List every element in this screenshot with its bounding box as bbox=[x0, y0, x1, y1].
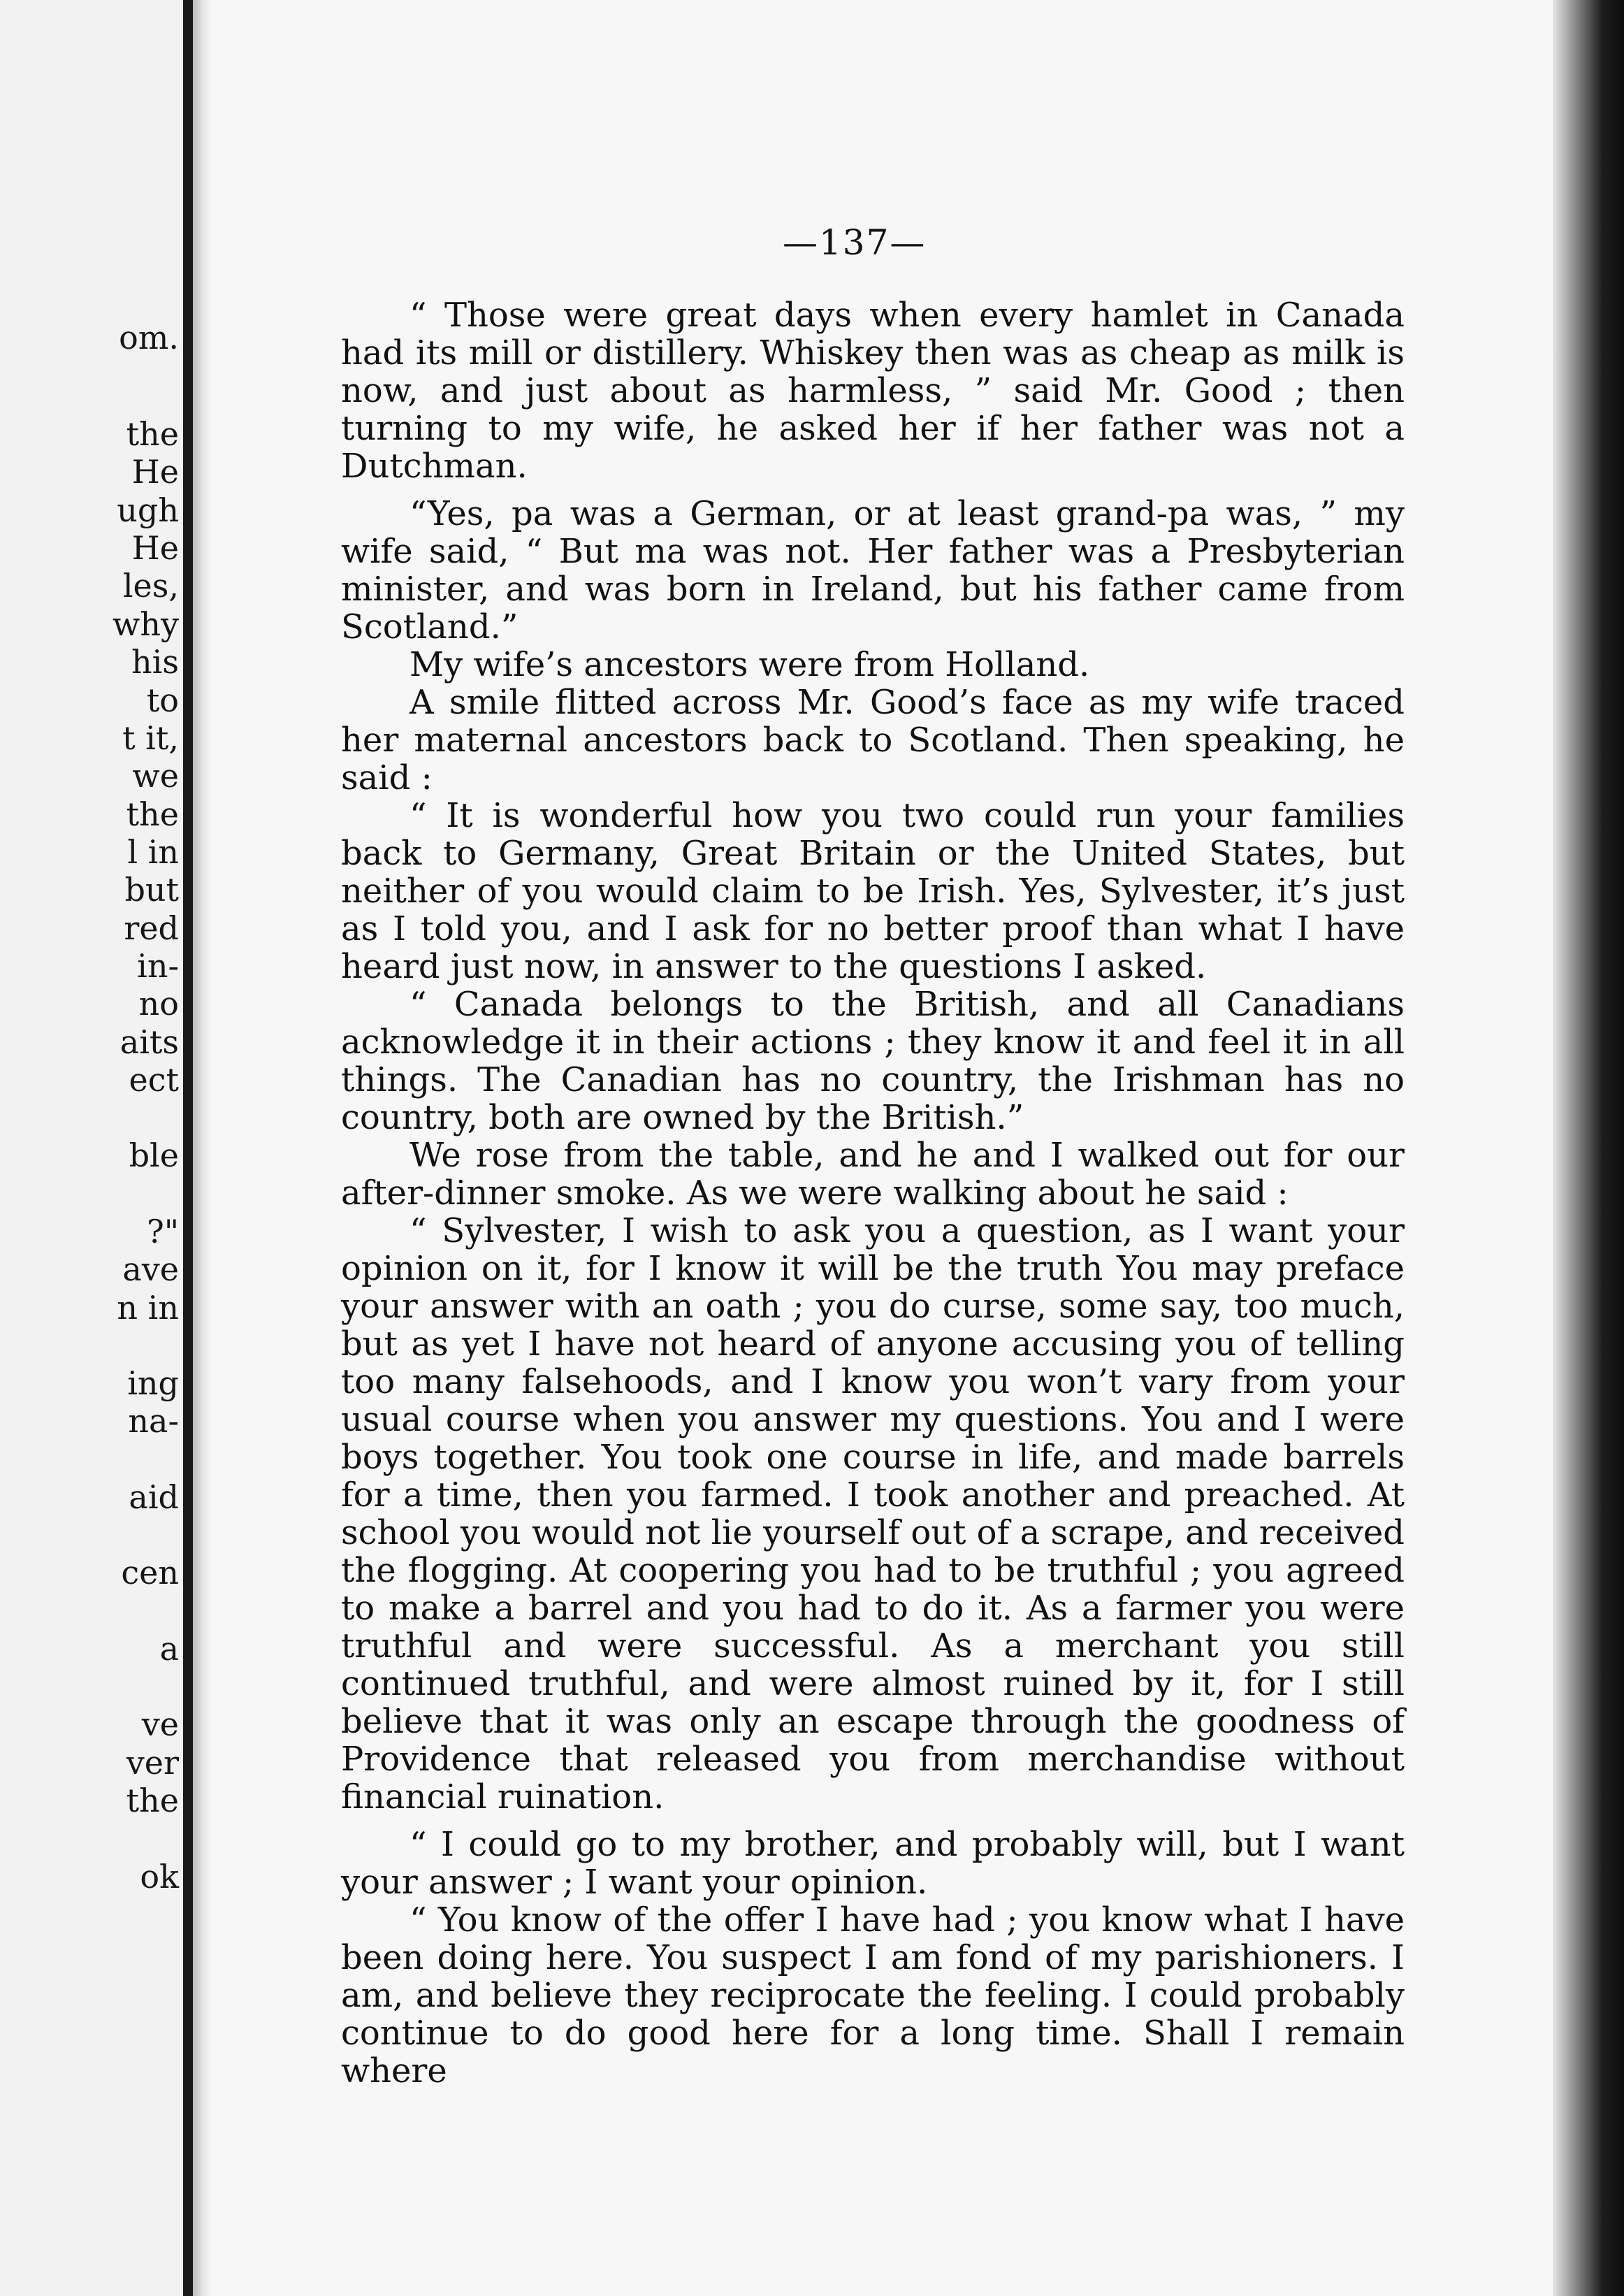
facing-page-text-fragment: ing bbox=[127, 1364, 179, 1402]
paragraph: “ It is wonderful how you two could run your families back to Germany, Great Britain or the United States, but neither of you would claim to be Irish. Yes, Sylvester, it’s just as I told you, and I ask for no better proof than what I have heard just now, in answer to the questions I asked. bbox=[341, 796, 1405, 986]
facing-page-text-fragment: ok bbox=[140, 1858, 179, 1896]
page-edge-shadow bbox=[1553, 0, 1624, 2296]
facing-page-text-fragment: ver bbox=[126, 1744, 179, 1782]
facing-page-text-fragment: ugh bbox=[117, 491, 179, 529]
paragraph: “Yes, pa was a German, or at least grand-pa was, ” my wife said, “ But ma was not. Her father was a Presbyterian minister, and was born in Ireland, but his father came from Scotland.” bbox=[341, 494, 1405, 647]
facing-page-text-fragment: the bbox=[126, 415, 179, 453]
facing-page-text-fragment: om. bbox=[119, 319, 179, 356]
paragraph: “ Canada belongs to the British, and all Canadians acknowledge it in their actions ; they know it and feel it in all things. The Canadian has no country, the Irishman has no country, both are owned by the British.” bbox=[341, 985, 1405, 1137]
facing-page-text-fragment: a bbox=[159, 1630, 179, 1668]
facing-page-text-fragment: no bbox=[138, 985, 179, 1023]
page-body-text bbox=[341, 296, 1405, 2090]
facing-page-text-fragment: we bbox=[132, 757, 179, 795]
facing-page-text-fragment: He bbox=[131, 453, 179, 491]
paragraph: “ Those were great days when every hamlet in Canada had its mill or distillery. Whiskey then was as cheap as milk is now, and just about as harmless, ” said Mr. Good ; then turning to my wife, he asked her if her father was not a Dutchman. bbox=[341, 296, 1405, 486]
facing-page-text-fragment: He bbox=[131, 529, 179, 567]
paragraph: “ I could go to my brother, and probably will, but I want your answer ; I want your opinion. bbox=[341, 1825, 1405, 1902]
paragraph: My wife’s ancestors were from Holland. bbox=[409, 645, 1090, 684]
facing-page-text-fragment: les, bbox=[122, 567, 179, 605]
facing-page-text-fragment: to bbox=[146, 681, 179, 719]
facing-page-text-fragment: aid bbox=[129, 1478, 179, 1516]
facing-page-fragment bbox=[0, 0, 193, 2296]
facing-page-text-fragment: ble bbox=[129, 1136, 179, 1174]
facing-page-text-fragment: in- bbox=[137, 947, 179, 985]
facing-page-text-fragment: why bbox=[113, 605, 179, 643]
paragraph: We rose from the table, and he and I walked out for our after-dinner smoke. As we were walking about he said : bbox=[341, 1136, 1405, 1213]
facing-page-text-fragment: ve bbox=[141, 1705, 179, 1743]
facing-page-text-fragment: the bbox=[126, 795, 179, 833]
facing-page-text-fragment: ?" bbox=[147, 1213, 179, 1250]
facing-page-text-fragment: ave bbox=[122, 1250, 179, 1288]
facing-page-text-fragment: red bbox=[124, 909, 179, 947]
paragraph: A smile flitted across Mr. Good’s face as my wife traced her maternal ancestors back to Scotland. Then speaking, he said : bbox=[341, 683, 1405, 797]
facing-page-text-fragment: t it, bbox=[122, 719, 179, 757]
page-number: —137— bbox=[783, 222, 927, 263]
facing-page-text-fragment: but bbox=[124, 871, 179, 909]
book-gutter bbox=[193, 0, 211, 2296]
facing-page-text-fragment: the bbox=[126, 1782, 179, 1819]
paragraph: “ You know of the offer I have had ; you know what I have been doing here. You suspect I am fond of my parishioners. I am, and believe they reciprocate the feeling. I could probably continue to do good here for a long time. Shall I remain where bbox=[341, 1900, 1405, 2091]
facing-page-text-fragment: aits bbox=[119, 1023, 179, 1061]
paragraph: “ Sylvester, I wish to ask you a question, as I want your opinion on it, for I know it will be the truth You may preface your answer with an oath ; you do curse, some say, too much, but as yet I have not heard of anyone accusing you of telling too many falsehoods, and I know you won’t vary from your usual course when you answer my questions. You and I were boys together. You took one course in life, and made barrels for a time, then you farmed. I took another and preached. At school you would not lie yourself out of a scrape, and received the flogging. At coopering you had to be truthful ; you agreed to make a barrel and you had to do it. As a farmer you were truthful and were successful. As a merchant you still continued truthful, and were almost ruined by it, for I still believe that it was only an escape through the goodness of Providence that released you from merchandise without financial ruination. bbox=[341, 1211, 1405, 1817]
facing-page-text-fragment: n in bbox=[117, 1289, 179, 1327]
facing-page-text-fragment: his bbox=[131, 643, 179, 681]
facing-page-text-fragment: ect bbox=[129, 1061, 179, 1099]
facing-page-text-fragment: na- bbox=[128, 1402, 179, 1440]
facing-page-text-fragment: cen bbox=[121, 1554, 179, 1591]
facing-page-text-fragment: l in bbox=[127, 833, 179, 871]
